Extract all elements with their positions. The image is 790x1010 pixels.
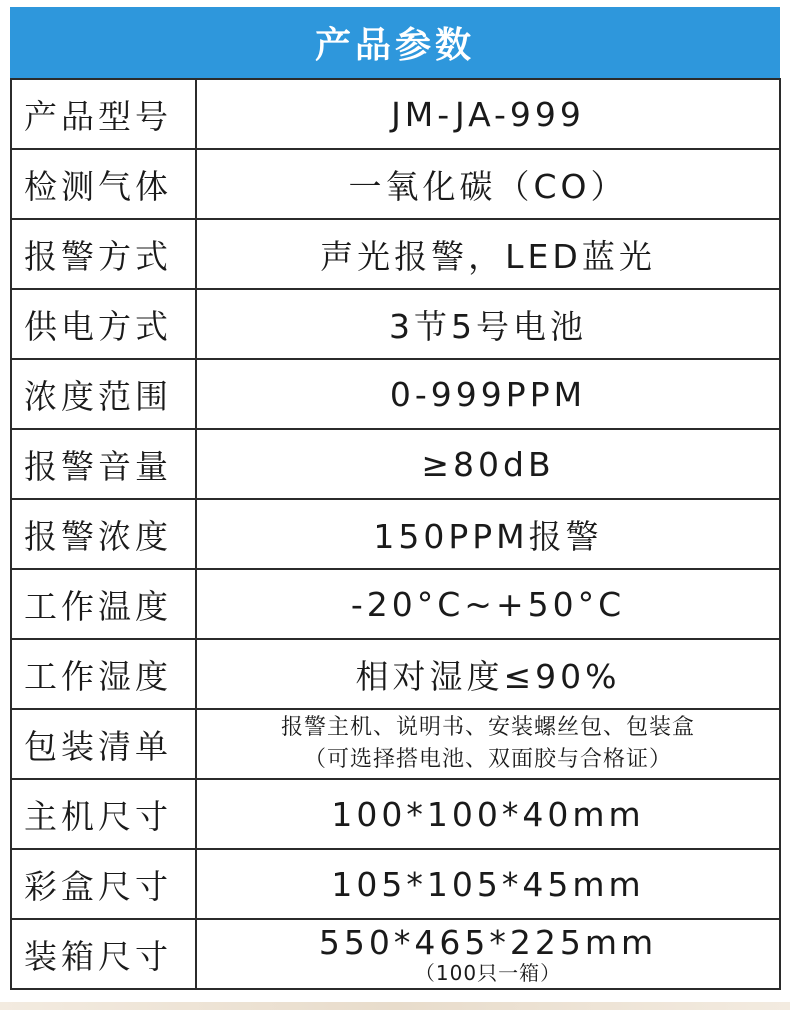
- table-row: [12, 568, 779, 638]
- table-row: [12, 358, 779, 428]
- table-row: [12, 778, 779, 848]
- packing-list-optional-line: （可选择搭电池、双面胶与合格证）: [303, 747, 672, 772]
- row-value: 105*105*45mm: [331, 864, 645, 904]
- carton-size: 550*465*225mm: [318, 923, 658, 962]
- row-label: 报警浓度: [12, 500, 197, 568]
- table-row: [12, 708, 779, 778]
- table-row: [12, 918, 779, 988]
- row-label: 检测气体: [12, 150, 197, 218]
- row-label: 包装清单: [12, 710, 197, 778]
- row-value: 声光报警，LED蓝光: [320, 236, 656, 276]
- row-value: JM-JA-999: [391, 94, 585, 134]
- row-value: 150PPM报警: [373, 516, 603, 556]
- table-row: [12, 848, 779, 918]
- row-value: 100*100*40mm: [331, 794, 645, 834]
- table-row: [12, 78, 779, 148]
- table-title: 产品参数: [10, 7, 780, 78]
- row-label: 主机尺寸: [12, 780, 197, 848]
- table-row: [12, 148, 779, 218]
- row-label: 工作湿度: [12, 640, 197, 708]
- carton-quantity-note: （100只一箱）: [414, 961, 562, 985]
- spec-table: [10, 78, 781, 990]
- row-label: 报警方式: [12, 220, 197, 288]
- row-label: 产品型号: [12, 80, 197, 148]
- row-label: 报警音量: [12, 430, 197, 498]
- row-value: ≥80dB: [421, 444, 555, 484]
- table-row: [12, 498, 779, 568]
- table-row: [12, 218, 779, 288]
- table-row: [12, 428, 779, 498]
- row-value: 一氧化碳（CO）: [348, 166, 628, 206]
- row-value: [197, 920, 779, 988]
- bottom-decorative-strip: [0, 1002, 790, 1010]
- row-label: 彩盒尺寸: [12, 850, 197, 918]
- row-label: 工作温度: [12, 570, 197, 638]
- row-value: 0-999PPM: [389, 374, 587, 414]
- table-row: [12, 638, 779, 708]
- packing-list-line: 报警主机、说明书、安装螺丝包、包装盒: [280, 715, 695, 740]
- row-label: 装箱尺寸: [12, 920, 197, 988]
- row-value: 相对湿度≤90%: [355, 656, 621, 696]
- row-label: 浓度范围: [12, 360, 197, 428]
- table-row: [12, 288, 779, 358]
- row-value: [197, 710, 779, 778]
- row-value: 3节5号电池: [389, 306, 587, 346]
- row-label: 供电方式: [12, 290, 197, 358]
- row-value: -20°C~+50°C: [350, 584, 626, 624]
